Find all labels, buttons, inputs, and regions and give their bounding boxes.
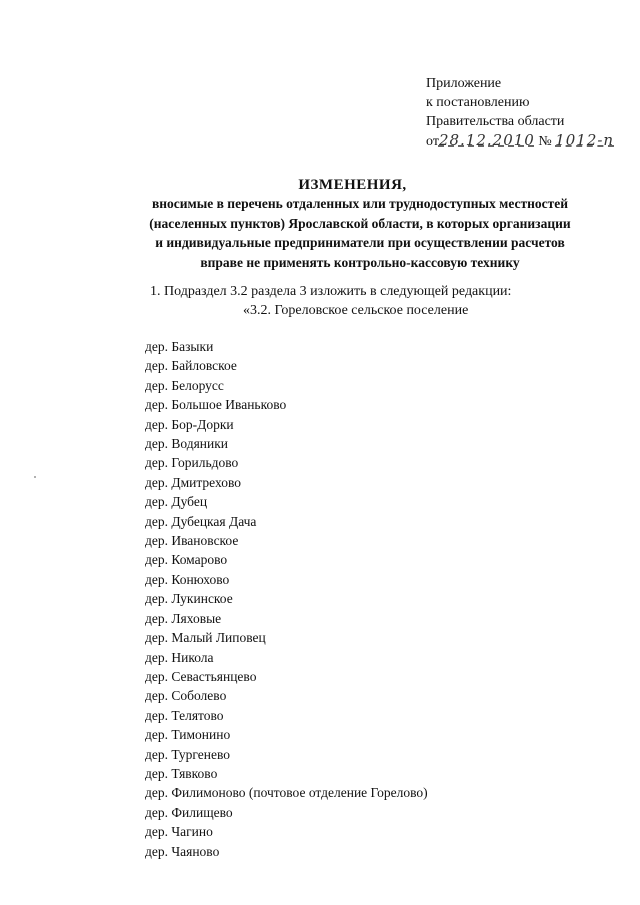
list-item: дер. Тявково <box>145 765 218 781</box>
list-item: дер. Телятово <box>145 707 224 723</box>
list-item: дер. Тургенево <box>145 746 231 762</box>
appendix-line-2: к постановлению <box>426 95 530 110</box>
list-item: дер. Малый Липовец <box>145 630 266 646</box>
subtitle-line: вправе не применять контрольно-кассовую технику <box>200 254 520 270</box>
list-item: дер. Байловское <box>145 358 237 374</box>
list-item: дер. Большое Иваньково <box>145 397 287 413</box>
list-item: дер. Севастьянцево <box>145 668 257 684</box>
list-item: дер. Лукинское <box>145 591 233 607</box>
list-item: дер. Комарово <box>145 552 228 568</box>
list-item: дер. Дмитрехово <box>145 474 241 490</box>
list-item: дер. Чагино <box>145 824 213 840</box>
list-item: дер. Ляховые <box>145 610 222 626</box>
handwritten-number: 1012-п <box>555 131 615 149</box>
appendix-line-1: Приложение <box>426 76 502 91</box>
appendix-date-line <box>426 131 614 151</box>
list-item: дер. Бор-Дорки <box>145 416 234 432</box>
list-item: дер. Горильдово <box>145 455 239 471</box>
number-prefix: № <box>538 134 552 149</box>
document-title: ИЗМЕНЕНИЯ, <box>298 177 407 193</box>
list-item: дер. Филищево <box>145 804 233 820</box>
village-list <box>145 337 428 861</box>
subtitle-line: и индивидуальные предприниматели при осуществлении расчетов <box>155 235 565 250</box>
list-item: дер. Чаяново <box>145 843 220 859</box>
subsection-heading: «3.2. Гореловское сельское поселение <box>243 303 469 318</box>
handwritten-date: 28.12.2010 <box>438 131 535 149</box>
appendix-line-3: Правительства области <box>426 114 565 129</box>
list-item: дер. Дубецкая Дача <box>145 513 257 529</box>
list-item: дер. Никола <box>145 649 214 665</box>
list-item: дер. Ивановское <box>145 533 239 549</box>
list-item: дер. Филимоново (почтовое отделение Горелово) <box>145 785 428 801</box>
appendix-block <box>426 74 614 151</box>
document-subtitle <box>110 194 610 272</box>
scan-speck <box>34 476 36 478</box>
list-item: дер. Тимонино <box>145 727 231 743</box>
list-item: дер. Базыки <box>145 339 214 354</box>
list-item: дер. Водяники <box>145 436 229 452</box>
date-prefix: от <box>426 134 439 149</box>
subtitle-line: вносимые в перечень отдаленных или труднодоступных местностей <box>151 196 569 211</box>
list-item: дер. Конюхово <box>145 571 230 587</box>
list-item: дер. Соболево <box>145 688 227 704</box>
subtitle-line: (населенных пунктов) Ярославской области, в которых организации <box>149 215 571 231</box>
paragraph-1: 1. Подраздел 3.2 раздела 3 изложить в следующей редакции: <box>150 284 512 299</box>
list-item: дер. Белорусс <box>145 377 224 393</box>
list-item: дер. Дубец <box>145 494 208 510</box>
